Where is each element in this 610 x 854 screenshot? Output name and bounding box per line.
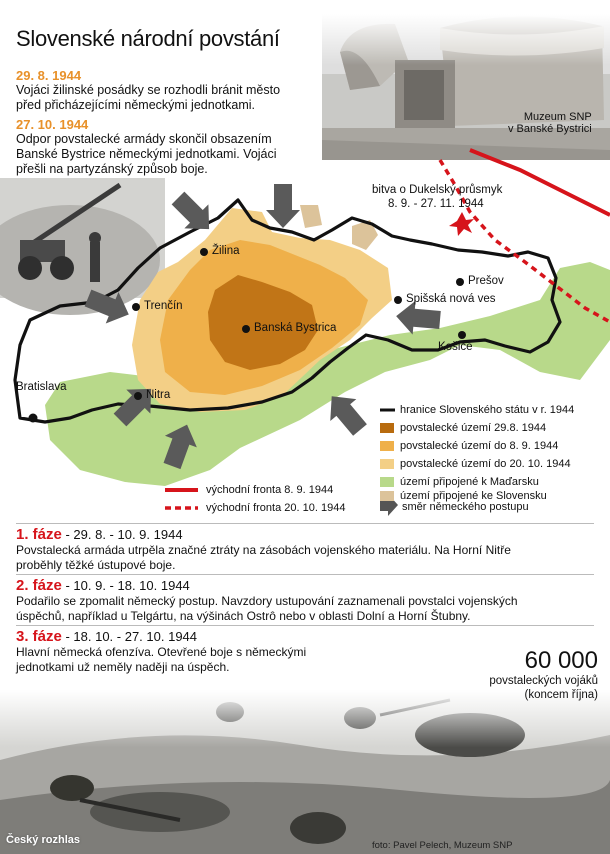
artillery-photo <box>0 178 165 315</box>
legend-swatch <box>380 491 394 501</box>
stat-line-1: povstaleckých vojáků <box>489 675 598 687</box>
soldiers-photo <box>0 690 610 854</box>
phase-1-line-1: Povstalecká armáda utrpěla značné ztráty na zásobách vojenského materiálu. Na Horní Nitře <box>16 543 511 557</box>
stat-value: 60 000 <box>524 647 598 674</box>
phase-2-line-1: Podařilo se zpomalit německý postup. Navzdory ustupování zaznamenali povstalci vojenských <box>16 594 518 608</box>
city-dot-presov <box>456 278 464 286</box>
city-label-kosice: Košice <box>438 341 473 353</box>
legend-item-border <box>400 402 574 418</box>
stat-block <box>470 648 598 702</box>
battle-star-icon <box>449 212 474 236</box>
phase-3 <box>16 628 436 674</box>
phase-3-line-1: Hlavní německá ofenzíva. Otevřené boje s německými <box>16 645 307 659</box>
museum-caption-line-2: v Banské Bystrici <box>508 123 592 135</box>
event-2-line-1: Odpor povstalecké armády skončil obsazením <box>16 132 272 146</box>
phase-1-heading <box>16 526 596 543</box>
divider <box>16 523 594 524</box>
event-1-date: 29. 8. 1944 <box>16 68 82 83</box>
city-dot-bratislava <box>29 414 38 423</box>
legend-label: povstalecké území do 20. 10. 1944 <box>400 458 571 470</box>
city-label-presov: Prešov <box>468 275 504 287</box>
city-dot-nitra <box>134 392 142 400</box>
phase-2-line-2: úspěchů, například u Telgártu, na výšinách Ostrô nebo v oblasti Dolní a Horní Štubny. <box>16 608 471 623</box>
museum-photo <box>322 14 610 160</box>
legend-item-insurgent-8-9 <box>380 438 558 454</box>
phase-1-number: 1. fáze <box>16 526 62 543</box>
city-dot-kosice <box>458 331 466 339</box>
phase-1-dates: - 29. 8. - 10. 9. 1944 <box>61 527 183 542</box>
legend-item-insurgent-20-10 <box>380 456 571 472</box>
divider <box>16 574 594 575</box>
city-label-spisska: Spišská nová ves <box>406 293 496 305</box>
city-dot-spisska <box>394 296 402 304</box>
phase-2-dates: - 10. 9. - 18. 10. 1944 <box>61 578 190 593</box>
legend-item-advance <box>402 499 529 515</box>
battle-label <box>372 183 502 211</box>
legend-item-insurgent-29-8 <box>380 420 546 436</box>
page-title: Slovenské národní povstání <box>16 26 280 51</box>
museum-caption-line-1: Muzeum SNP <box>523 111 592 123</box>
legend-swatch <box>380 459 394 469</box>
event-1-line-2: před přicházejícími německými jednotkami. <box>16 98 255 112</box>
legend-label: území připojené k Maďarsku <box>400 476 539 488</box>
logo: Český rozhlas <box>6 834 80 846</box>
phase-2 <box>16 577 596 623</box>
legend-swatch <box>380 423 394 433</box>
phase-3-dates: - 18. 10. - 27. 10. 1944 <box>61 629 198 644</box>
legend-label: východní fronta 20. 10. 1944 <box>206 502 346 514</box>
advance-arrow-icon <box>266 184 300 228</box>
legend-label: východní fronta 8. 9. 1944 <box>206 484 334 496</box>
legend-label: povstalecké území do 8. 9. 1944 <box>400 440 559 452</box>
phase-2-number: 2. fáze <box>16 577 62 594</box>
legend-label: povstalecké území 29.8. 1944 <box>400 422 547 434</box>
city-label-nitra: Nitra <box>146 389 171 401</box>
legend-item-front-8-9 <box>206 482 333 498</box>
legend-label: území připojené ke Slovensku <box>400 490 547 502</box>
stat-line-2: (koncem října) <box>524 689 598 701</box>
legend-label: hranice Slovenského státu v r. 1944 <box>400 404 575 416</box>
city-label-banska-bystrica: Banská Bystrica <box>254 322 337 334</box>
city-label-zilina: Žilina <box>212 245 240 257</box>
phase-3-line-2: jednotkami už neměly naději na úspěch. <box>16 659 230 674</box>
legend-label: směr německého postupu <box>402 501 529 513</box>
legend-item-front-20-10 <box>206 500 345 516</box>
city-dot-trencin <box>132 303 140 311</box>
photo-credit: foto: Pavel Pelech, Muzeum SNP <box>372 840 513 851</box>
legend-swatch <box>380 477 394 487</box>
divider <box>16 625 594 626</box>
phase-1 <box>16 526 596 572</box>
city-dot-zilina <box>200 248 208 256</box>
event-2-line-2: Banské Bystrice německými jednotkami. Vojáci <box>16 147 277 161</box>
museum-caption <box>508 111 592 135</box>
phase-1-line-2: proběhly těžké ústupové boje. <box>16 557 176 572</box>
legend-swatch <box>380 441 394 451</box>
phase-3-heading <box>16 628 436 645</box>
event-2-date: 27. 10. 1944 <box>16 117 89 132</box>
phase-2-heading <box>16 577 596 594</box>
city-label-bratislava: Bratislava <box>16 381 67 393</box>
battle-dates: 8. 9. - 27. 11. 1944 <box>388 198 484 210</box>
city-dot-banska-bystrica <box>242 325 250 333</box>
battle-name: bitva o Dukelský průsmyk <box>372 184 503 196</box>
event-2-line-3: přešli na partyzánský způsob boje. <box>16 162 208 176</box>
phase-3-number: 3. fáze <box>16 628 62 645</box>
event-1-line-1: Vojáci žilinské posádky se rozhodli bránit město <box>16 83 281 97</box>
city-label-trencin: Trenčín <box>144 300 183 312</box>
